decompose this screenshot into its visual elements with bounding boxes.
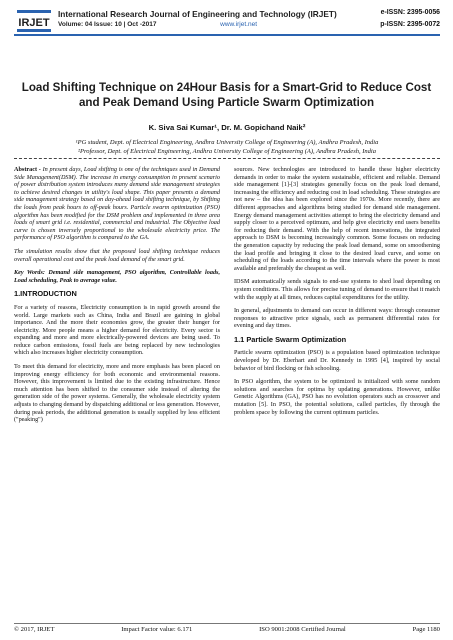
- pso-heading: 1.1 Particle Swarm Optimization: [234, 334, 347, 344]
- affiliation-1: ¹PG student, Dept. of Electrical Engineering, Andhra University College of Engineering (A), Andhra Pradesh, India: [75, 139, 379, 146]
- logo-text: IRJET: [18, 17, 50, 29]
- e-issn: e-ISSN: 2395-0056: [380, 9, 440, 16]
- journal-meta: [58, 21, 257, 28]
- p-issn: p-ISSN: 2395-0072: [380, 21, 440, 28]
- section-separator: [14, 158, 440, 159]
- right-column: [234, 166, 440, 422]
- intro-paragraph-1: For a variety of reasons, Electricity consumption is in rapid growth around the world. Large markets such as China, India and Brazil are gaining in global importance. And the more their economies grow, the greater their hunger for electricity. More people means a higher demand for electricity. Every sector is expanding and more and more electrically-powered devices are being used. To reduce carbon emissions, fossil fuels are being replaced by new technologies which also increases higher electricity consumption.: [14, 303, 220, 357]
- volume-issue: Volume: 04 Issue: 10 | Oct -2017: [58, 21, 157, 28]
- pso-paragraph-1: Particle swarm optimization (PSO) is a population based optimization technique developed by Dr. Eberhart and Dr. Kennedy in 1995 [4], inspired by social behavior of bird flocking or fish schooling.: [234, 349, 440, 372]
- paper-authors: K. Siva Sai Kumar¹, Dr. M. Gopichand Naik²: [148, 123, 306, 132]
- journal-website[interactable]: www.irjet.net: [220, 21, 258, 28]
- journal-title: International Research Journal of Engineering and Technology (IRJET): [58, 9, 337, 19]
- right-paragraph-3: In general, adjustments to demand can occur in different ways: through consumer responses to attractive price signals, such as permanent differential rates for evening and day times.: [234, 307, 440, 330]
- abstract-label: Abstract -: [14, 166, 41, 173]
- affiliation-2: ²Professor, Dept. of Electrical Engineering, Andhra University College of Engineering (A), Andhra Pradesh, India: [78, 148, 376, 155]
- paper-title: Load Shifting Technique on 24Hour Basis for a Smart-Grid to Reduce Cost and Peak Demand Using Particle Swarm Optimization: [21, 81, 432, 109]
- abstract: [14, 166, 220, 242]
- footer-impact-factor: Impact Factor value: 6.171: [121, 626, 193, 633]
- keywords-text: Demand side management, PSO algorithm, Controllable loads, Load scheduling, Peak to average value.: [14, 269, 220, 284]
- footer-copyright: © 2017, IRJET: [14, 626, 55, 633]
- header-divider: [14, 34, 440, 36]
- footer-page-number: Page 1180: [412, 626, 440, 633]
- abstract-conclusion: The simulation results show that the proposed load shifting technique reduces overall operational cost and the peak load demand of the smart grid.: [14, 247, 220, 263]
- footer-iso: ISO 9001:2008 Certified Journal: [259, 626, 346, 633]
- journal-header: [14, 6, 440, 42]
- pso-paragraph-2: In PSO algorithm, the system to be optimized is initialized with some random solutions and searches for optima by updating generations. However, unlike Genetic Algorithms (GA), PSO has no evolution operators such as crossover and mutation [5]. In PSO, the potential solutions, called particles, fly through the problem space by following the current optimum particles.: [234, 378, 440, 416]
- footer-divider: [14, 623, 440, 624]
- page-footer: [14, 626, 440, 633]
- irjet-logo: [14, 7, 54, 35]
- keywords-label: Key Words:: [14, 269, 45, 277]
- intro-paragraph-2: To meet this demand for electricity, more and more emphasis has been placed on improving energy efficiency for both economic and environmental reasons. However, this improvement is limited due to the existing infrastructure. Hence much attention has been shifted to the consumer side instead of altering the generation side of the power systems. Generally, the wholesale electricity system adjusts to changing demand by dispatching additional or less generation. However, during peak periods, the additional generation is usually supplied by less efficient ("peaking"): [14, 363, 220, 424]
- right-paragraph-2: IDSM automatically sends signals to end-use systems to shed load depending on system conditions. This allows for precise tuning of demand to ensure that it match with the supply at all times, reduces capital expenditures for the utility.: [234, 278, 440, 301]
- keywords: [14, 269, 220, 284]
- right-paragraph-1: sources. New technologies are introduced to handle these higher electricity demands in order to make the system sustainable, efficient and reliable. Demand side management [1]-[3] strategies generally focus on the peak load demand, increasing the efficiency and reducing cost in load scheduling. These strategies are not new – the idea has been explored since the 1970s. More recently, there are different approaches and algorithms being studied for demand side management. Energy demand management activities attempt to bring the electricity demand and supply closer to a perceived optimum, and help give electricity end users benefits for reducing their demand. With the help of recent innovations, the integrated approach to DSM is becoming increasingly common. Some focuses on reducing the generation capacity by reducing the peak load demand, some on smoothening the load profile and bringing it close to the desired load curve, and some on scheduling of the loads according to the time intervals where the power is most available and preferably the cheapest as well.: [234, 166, 440, 272]
- intro-heading: 1.INTRODUCTION: [14, 289, 77, 299]
- abstract-text: In present days, Load shifting is one of the techniques used in Demand Side Management(DSM). The increase in energy consumption in present scenario of power distribution system introduces many demand side management strategies to achieve desired changes in utility's load shape. This paper presents a demand side management strategy based on day-ahead load shifting technique, by Shifting the loads from peak hours to off-peak hours. Particle swarm optimization (PSO) algorithm has been modified for the DSM problem and implemented in three area loads of smart grid i.e. residential, commercial and industrial. The Objective load curve is chosen inversely proportional to the wholesale electricity price. The performance of PSO algorithm is compared to the GA.: [14, 166, 221, 242]
- left-column: [14, 166, 220, 430]
